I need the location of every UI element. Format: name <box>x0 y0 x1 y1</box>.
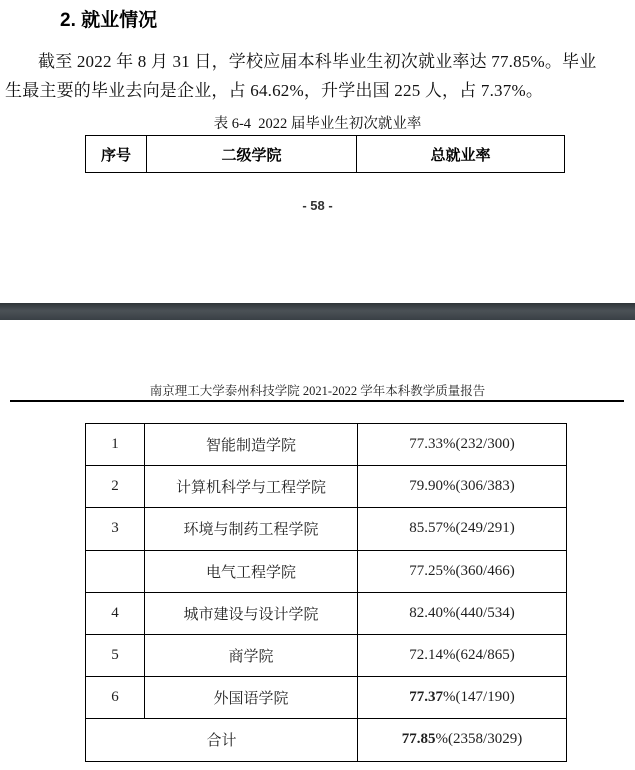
running-header: 南京理工大学泰州科技学院 2021-2022 学年本科教学质量报告 <box>149 384 486 398</box>
seq-cell: 5 <box>86 634 145 676</box>
table-row <box>86 592 567 634</box>
rate-rest-part: 77.25%(360/466) <box>409 562 515 579</box>
seq-cell <box>86 550 145 592</box>
total-label-cell: 合计 <box>86 719 358 761</box>
college-cell: 电气工程学院 <box>145 550 358 592</box>
employment-rate-table-body <box>85 423 567 762</box>
college-cell: 智能制造学院 <box>145 424 358 466</box>
rate-cell <box>358 677 567 719</box>
table-row <box>86 634 567 676</box>
seq-cell: 1 <box>86 424 145 466</box>
rate-cell <box>358 424 567 466</box>
table-row <box>86 677 567 719</box>
rate-rest-part: %(2358/3029) <box>435 731 523 748</box>
section-heading: 2. 就业情况 <box>60 10 158 31</box>
table-total-row <box>86 719 567 761</box>
rate-rest-part: 85.57%(249/291) <box>409 520 515 537</box>
page-number: - 58 - <box>302 198 333 213</box>
header-cell-rate: 总就业率 <box>357 136 565 173</box>
college-cell: 商学院 <box>145 634 358 676</box>
table-row <box>86 466 567 508</box>
rate-cell <box>358 550 567 592</box>
seq-cell: 4 <box>86 592 145 634</box>
seq-cell: 6 <box>86 677 145 719</box>
total-rate-cell <box>358 719 567 761</box>
page-gap-divider <box>0 303 635 320</box>
table-row <box>86 550 567 592</box>
paragraph-line-2: 生最主要的毕业去向是企业，占 64.62%，升学出国 225 人，占 7.37%。 <box>5 81 544 100</box>
rate-rest-part: 79.90%(306/383) <box>409 478 515 495</box>
rate-cell <box>358 466 567 508</box>
rate-rest-part: 82.40%(440/534) <box>409 604 515 621</box>
college-cell: 外国语学院 <box>145 677 358 719</box>
table-caption: 表 6-4 2022 届毕业生初次就业率 <box>213 116 422 132</box>
rate-rest-part: 77.33%(232/300) <box>409 436 515 453</box>
college-cell: 城市建设与设计学院 <box>145 592 358 634</box>
header-cell-college: 二级学院 <box>147 136 357 173</box>
rate-bold-part: 77.37 <box>409 689 444 706</box>
seq-cell: 2 <box>86 466 145 508</box>
header-rule <box>10 400 624 402</box>
rate-cell <box>358 508 567 550</box>
rate-bold-part: 77.85 <box>401 731 436 748</box>
rate-cell <box>358 634 567 676</box>
employment-rate-table-header <box>85 135 565 173</box>
header-cell-seq: 序号 <box>86 136 147 173</box>
table-header-row <box>86 136 565 173</box>
paragraph-line-1: 截至 2022 年 8 月 31 日，学校应届本科毕业生初次就业率达 77.85%。毕业 <box>38 52 597 71</box>
college-cell: 计算机科学与工程学院 <box>145 466 358 508</box>
rate-cell <box>358 592 567 634</box>
table-row <box>86 424 567 466</box>
table-row <box>86 508 567 550</box>
rate-rest-part: 72.14%(624/865) <box>409 647 515 664</box>
seq-cell: 3 <box>86 508 145 550</box>
rate-rest-part: %(147/190) <box>443 689 515 706</box>
college-cell: 环境与制药工程学院 <box>145 508 358 550</box>
